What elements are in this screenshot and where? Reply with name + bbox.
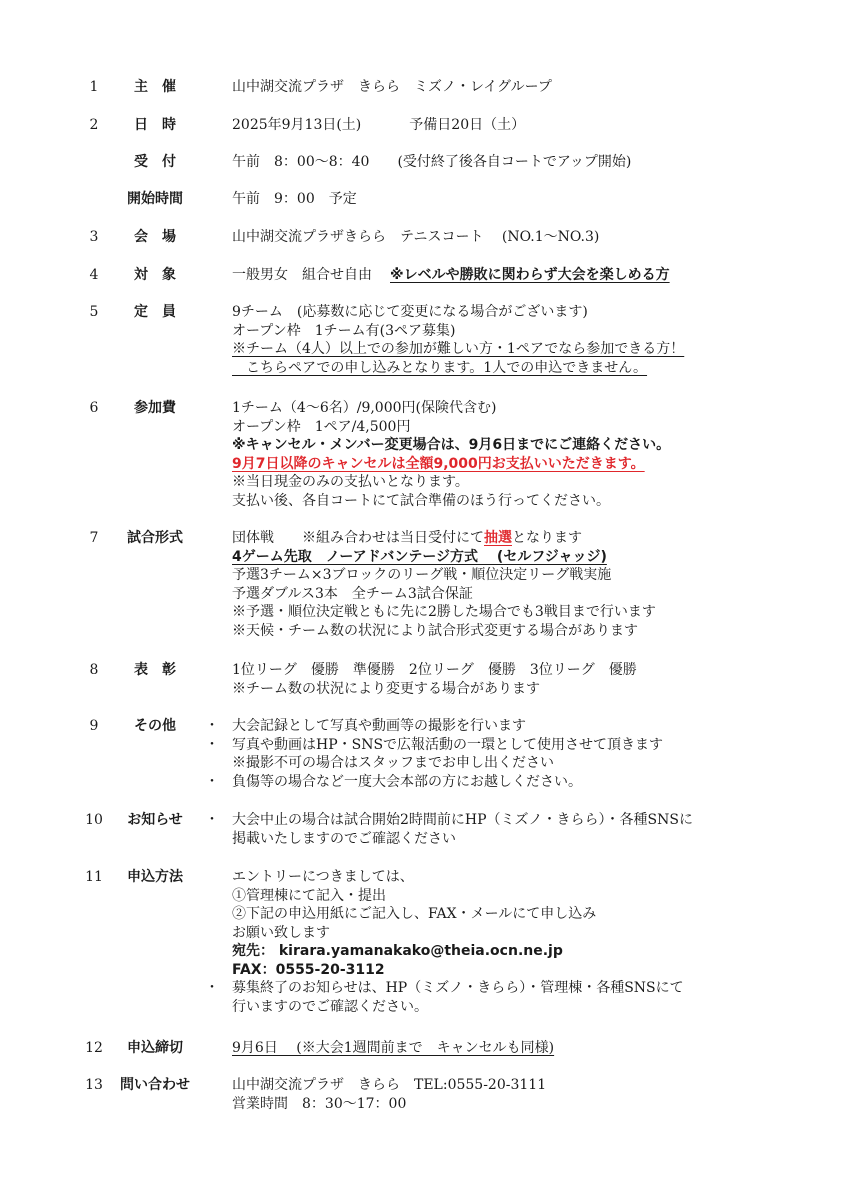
- item-number: 13: [85, 1077, 103, 1093]
- item-number: 3: [89, 229, 99, 245]
- item-number: 11: [85, 869, 103, 885]
- venue-text: 山中湖交流プラザきらら テニスコート (NO.1～NO.3): [232, 229, 600, 245]
- item-label: 定 員: [134, 304, 176, 320]
- item-label: 主 催: [134, 79, 176, 95]
- item-number: 12: [85, 1040, 103, 1056]
- capacity-note: こちらペアでの申し込みとなります。1人での申込できません。: [232, 359, 648, 376]
- reception-text: 午前 8：00～8：40 (受付終了後各自コートでアップ開始): [232, 154, 632, 170]
- notice-line: 掲載いたしますのでご確認ください: [232, 830, 456, 847]
- item-label: お知らせ: [127, 812, 183, 828]
- reserve-date: 予備日20日（土）: [409, 117, 526, 133]
- apply-line: ①管理棟にて記入・提出: [232, 887, 386, 904]
- fee-line: 支払い後、各自コートにて試合準備のほう行ってください。: [232, 492, 610, 509]
- target-text: 一般男女 組合せ自由: [232, 267, 372, 283]
- format-line: 団体戦 ※組み合わせは当日受付にて: [232, 530, 484, 546]
- format-line: ※予選・順位決定戦ともに先に2勝した場合でも3戦目まで行います: [232, 604, 656, 620]
- item-label: 試合形式: [127, 530, 183, 546]
- start-text: 午前 9：00 予定: [232, 191, 357, 207]
- apply-line: エントリーにつきましては、: [232, 869, 414, 885]
- deadline-text: 9月6日 (※大会1週間前まで キャンセルも同様): [232, 1040, 555, 1056]
- fee-line: オープン枠 1ペア/4,500円: [232, 418, 411, 435]
- bullet-icon: ・: [205, 773, 219, 790]
- event-date: 2025年9月13日(土): [232, 117, 362, 133]
- contact-line: 山中湖交流プラザ きらら TEL:0555-20-3111: [232, 1077, 547, 1093]
- other-line: 写真や動画はHP・SNSで広報活動の一環として使用させて頂きます: [232, 736, 664, 753]
- item-label: 申込方法: [127, 869, 183, 885]
- bullet-icon: ・: [205, 736, 219, 753]
- format-rule: 4ゲーム先取 ノーアドバンテージ方式 (セルフジャッジ): [232, 548, 607, 565]
- apply-line: 行いますのでご確認ください。: [232, 998, 428, 1015]
- bullet-icon: ・: [205, 980, 219, 996]
- item-number: 5: [89, 304, 99, 320]
- format-line: となります: [512, 530, 582, 546]
- bullet-icon: ・: [205, 812, 219, 828]
- item-number: 8: [89, 662, 99, 678]
- bullet-icon: ・: [205, 718, 219, 734]
- item-label: 会 場: [134, 229, 176, 245]
- item-label: その他: [134, 718, 176, 734]
- other-line: ※撮影不可の場合はスタッフまでお申し出ください: [232, 755, 554, 771]
- lottery-highlight: 抽選: [484, 530, 512, 546]
- other-line: 大会記録として写真や動画等の撮影を行います: [232, 718, 526, 734]
- item-number: 6: [89, 400, 99, 416]
- item-number: 4: [89, 267, 99, 283]
- apply-email: 宛先： kirara.yamanakako@theia.ocn.ne.jp: [232, 943, 563, 959]
- item-label: 日 時: [134, 117, 176, 133]
- fee-line: ※当日現金のみの支払いとなります。: [232, 474, 469, 490]
- capacity-note: ※チーム（4人）以上での参加が難しい方・1ペアでなら参加できる方！: [232, 341, 685, 357]
- apply-line: 募集終了のお知らせは、HP（ミズノ・きらら）・管理棟・各種SNSにて: [232, 980, 684, 996]
- target-note: ※レベルや勝敗に関わらず大会を楽しめる方: [390, 267, 670, 283]
- item-label: 参加費: [134, 400, 176, 416]
- capacity-line: オープン枠 1チーム有(3ペア募集): [232, 322, 456, 339]
- item-number: 7: [89, 530, 99, 546]
- other-line: 負傷等の場合など一度大会本部の方にお越しください。: [232, 773, 582, 790]
- item-label: 開始時間: [127, 191, 183, 207]
- item-number: 1: [89, 79, 99, 95]
- item-label: 受 付: [134, 154, 176, 170]
- item-label: 表 彰: [134, 662, 176, 678]
- fee-line: 1チーム（4～6名）/9,000円(保険代含む): [232, 400, 497, 416]
- awards-line: 1位リーグ 優勝 準優勝 2位リーグ 優勝 3位リーグ 優勝: [232, 662, 637, 678]
- item-number: 10: [85, 812, 103, 828]
- format-line: ※天候・チーム数の状況により試合形式変更する場合があります: [232, 622, 638, 639]
- format-line: 予選ダブルス3本 全チーム3試合保証: [232, 585, 473, 602]
- organizer-text: 山中湖交流プラザ きらら ミズノ・レイグループ: [232, 79, 552, 95]
- apply-fax: FAX：0555-20-3112: [232, 961, 385, 978]
- notice-line: 大会中止の場合は試合開始2時間前にHP（ミズノ・きらら）・各種SNSに: [232, 812, 693, 828]
- item-number: 2: [89, 117, 99, 133]
- format-line: 予選3チーム×3ブロックのリーグ戦・順位決定リーグ戦実施: [232, 567, 612, 583]
- item-label: 申込締切: [127, 1040, 183, 1056]
- item-label: 対 象: [134, 267, 176, 283]
- apply-line: お願い致します: [232, 924, 330, 941]
- fee-cancel-warning: 9月7日以降のキャンセルは全額9,000円お支払いいただきます。: [232, 455, 645, 472]
- apply-line: ②下記の申込用紙にご記入し、FAX・メールにて申し込み: [232, 906, 597, 922]
- item-label: 問い合わせ: [120, 1077, 190, 1093]
- item-number: 9: [89, 718, 99, 734]
- fee-cancel-note: ※キャンセル・メンバー変更場合は、9月6日までにご連絡ください。: [232, 437, 671, 453]
- capacity-line: 9チーム (応募数に応じて変更になる場合がございます): [232, 304, 588, 320]
- awards-line: ※チーム数の状況により変更する場合があります: [232, 680, 540, 697]
- contact-line: 営業時間 8：30～17：00: [232, 1095, 407, 1112]
